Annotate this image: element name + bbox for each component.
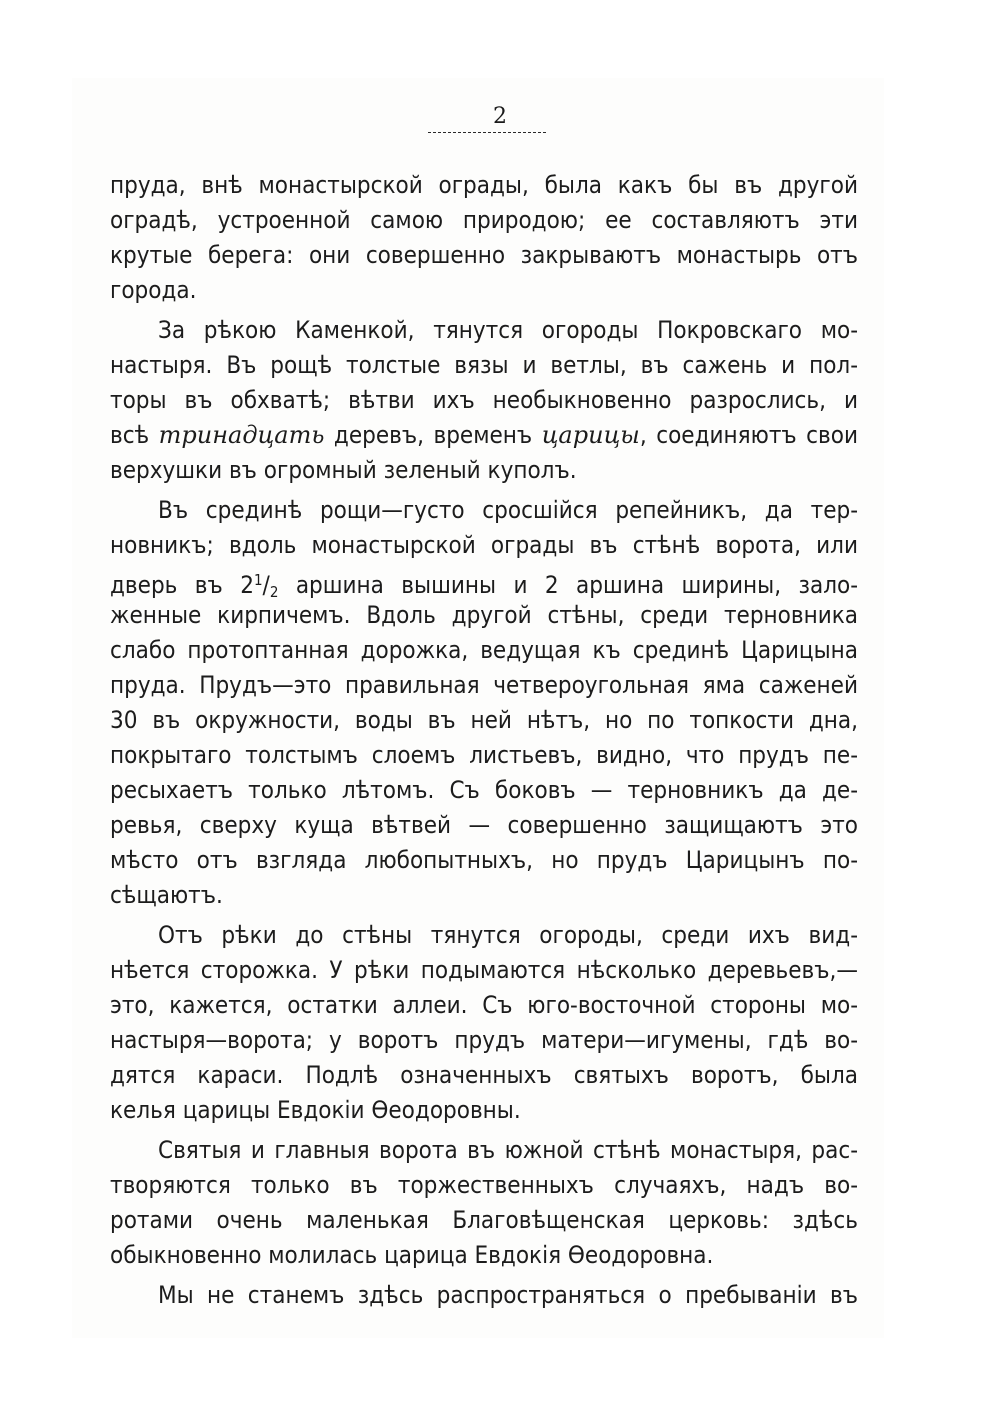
text-line: Мы не станемъ здѣсь распространяться о пребываніи въ [158, 1281, 858, 1309]
text-segment: дверь въ 2 [110, 571, 254, 599]
page-header [0, 104, 1000, 130]
text-line: города. [110, 276, 197, 304]
text-line: это, кажется, остатки аллеи. Съ юго-восточной стороны мо- [110, 991, 858, 1019]
paragraph [110, 1278, 858, 1313]
text-line: новникъ; вдоль монастырской ограды въ стѣнѣ ворота, или [110, 531, 858, 559]
text-line: торы въ обхватѣ; вѣтви ихъ необыкновенно разрослись, и [110, 386, 858, 414]
text-line: Въ срединѣ рощи—густо сросшійся репейникъ, да тер- [158, 496, 858, 524]
text-line: Святыя и главныя ворота въ южной стѣнѣ монастыря, рас- [158, 1136, 858, 1164]
text-line: Отъ рѣки до стѣны тянутся огороды, среди ихъ вид- [158, 921, 858, 949]
text-segment: всѣ [110, 421, 159, 449]
text-segment: , соединяютъ свои [639, 421, 858, 449]
text-line: пруда. Прудъ—это правильная четвероугольная яма саженей [110, 671, 858, 699]
italic-word: царицы [541, 421, 640, 449]
text-line: обыкновенно молилась царица Евдокія Ѳеодоровна. [110, 1241, 714, 1269]
text-line: мѣсто отъ взгляда любопытныхъ, но прудъ Царицынъ по- [110, 846, 858, 874]
paragraph [110, 918, 858, 1128]
text-line: настыря. Въ рощѣ толстые вязы и ветлы, въ сажень и пол- [110, 351, 858, 379]
page-number-rule [428, 132, 546, 133]
page-number: 2 [493, 104, 507, 129]
text-segment: аршина вышины и 2 аршина ширины, зало- [278, 571, 859, 599]
text-line: дятся караси. Подлѣ означенныхъ святыхъ воротъ, была [110, 1061, 858, 1089]
text-line: пруда, внѣ монастырской ограды, была какъ бы въ другой [110, 171, 858, 199]
paragraph [110, 493, 858, 913]
text-line-with-italics [110, 418, 858, 453]
fraction-slash: / [262, 571, 270, 599]
text-line: настыря—ворота; у воротъ прудъ матери—игумены, гдѣ во- [110, 1026, 858, 1054]
text-line: келья царицы Евдокіи Ѳеодоровны. [110, 1096, 521, 1124]
italic-word: тринадцать [158, 421, 325, 449]
text-line: женные кирпичемъ. Вдоль другой стѣны, среди терновника [110, 601, 858, 629]
paragraph [110, 1133, 858, 1273]
text-line: сѣщаютъ. [110, 881, 223, 909]
text-line: оградѣ, устроенной самою природою; ее составляютъ эти [110, 206, 858, 234]
text-line: покрытаго толстымъ слоемъ листьевъ, видно, что прудъ пе- [110, 741, 858, 769]
paragraph [110, 168, 858, 308]
text-line-with-fraction [110, 563, 859, 601]
fraction-denominator: 2 [269, 583, 279, 601]
text-line: верхушки въ огромный зеленый куполъ. [110, 456, 577, 484]
text-line: творяются только въ торжественныхъ случаяхъ, надъ во- [110, 1171, 858, 1199]
text-segment: деревъ, временъ [324, 421, 542, 449]
text-line: ревья, сверху куща вѣтвей — совершенно защищаютъ это [110, 811, 858, 839]
text-line: слабо протоптанная дорожка, ведущая къ срединѣ Царицына [110, 636, 858, 664]
text-line: ротами очень маленькая Благовѣщенская церковь: здѣсь [110, 1206, 858, 1234]
text-line: За рѣкою Каменкой, тянутся огороды Покровскаго мо- [158, 316, 858, 344]
text-line: крутые берега: они совершенно закрываютъ монастырь отъ [110, 241, 858, 269]
text-line: 30 въ окружности, воды въ ней нѣтъ, но по топкости дна, [110, 706, 858, 734]
paragraph [110, 313, 858, 488]
text-line: нѣется сторожка. У рѣки подымаются нѣсколько деревьевъ,— [110, 956, 858, 984]
fraction-numerator: 1 [253, 571, 263, 589]
text-line: ресыхаетъ только лѣтомъ. Съ боковъ — терновникъ да де- [110, 776, 858, 804]
body-text [110, 168, 858, 1318]
